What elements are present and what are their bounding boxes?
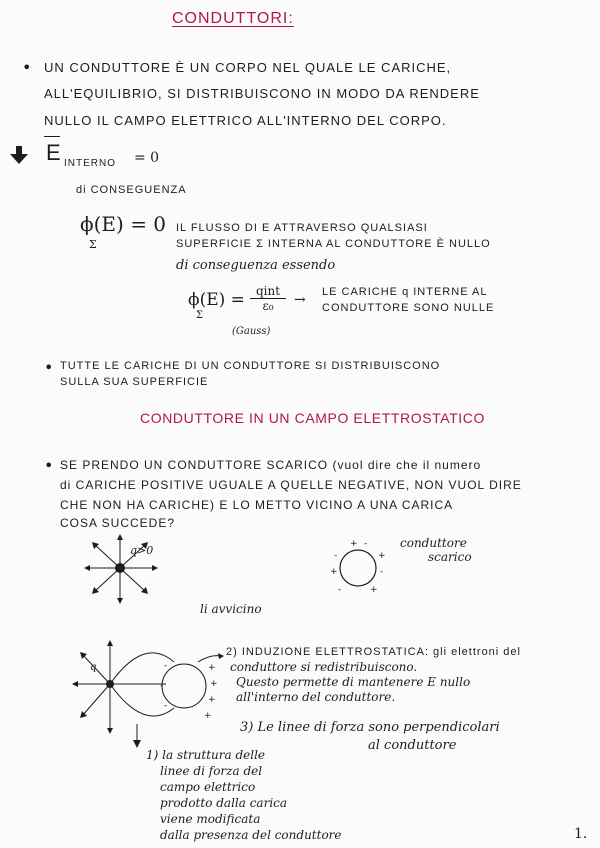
point1-line-1: 1) la struttura delle: [146, 748, 266, 762]
conductor-label-line-1: conduttore: [400, 536, 467, 550]
surface-line-1: TUTTE LE CARICHE DI UN CONDUTTORE SI DISTRIBUISCONO: [60, 360, 441, 372]
svg-text:-: -: [338, 585, 342, 595]
bullet-icon: •: [44, 358, 54, 377]
question-line-4: COSA SUCCEDE?: [60, 516, 176, 530]
gauss-result-line-1: LE CARICHE q INTERNE AL: [322, 286, 488, 298]
svg-text:-: -: [160, 681, 164, 691]
question-line-1: SE PRENDO UN CONDUTTORE SCARICO (vuol dire che il numero: [60, 458, 482, 472]
point1-line-4: prodotto dalla carica: [160, 796, 288, 810]
question-line-2: di CARICHE POSITIVE UGUALE A QUELLE NEGATIVE, NON VUOL DIRE: [60, 478, 522, 492]
gauss-fraction: [250, 284, 286, 313]
conductor-label-line-2: scarico: [428, 550, 472, 564]
gauss-numerator: qint: [250, 284, 286, 299]
svg-text:+: +: [204, 711, 212, 721]
point1-line-3: campo elettrico: [160, 780, 256, 794]
svg-text:-: -: [164, 701, 168, 711]
e-subscript: INTERNO: [64, 158, 116, 169]
consequence-text: di CONSEGUENZA: [76, 184, 187, 196]
point3-line-1: 3) Le linee di forza sono perpendicolari: [240, 720, 500, 735]
point1-line-6: dalla presenza del conduttore: [160, 828, 342, 842]
uncharged-conductor-diagram: [330, 540, 390, 596]
point2-line-2: conduttore si redistribuiscono.: [230, 660, 418, 674]
gauss-denominator: ε₀: [262, 299, 274, 313]
section-subtitle: CONDUTTORE IN UN CAMPO ELETTROSTATICO: [140, 410, 485, 426]
bullet-icon: •: [44, 456, 54, 475]
flux-text-line-2: SUPERFICIE Σ INTERNA AL CONDUTTORE È NULLO: [176, 238, 491, 250]
point2-line-1: 2) INDUZIONE ELETTROSTATICA: gli elettroni del: [226, 646, 521, 658]
e-equals: = 0: [134, 150, 160, 166]
point1-line-5: viene modificata: [160, 812, 261, 826]
point2-line-4: all'interno del conduttore.: [236, 690, 396, 704]
definition-line-1: UN CONDUTTORE È UN CORPO NEL QUALE LE CARICHE,: [44, 60, 452, 75]
flux-subscript: Σ: [89, 238, 97, 251]
gauss-subscript: Σ: [196, 310, 204, 321]
down-arrow-icon: [8, 144, 32, 168]
flux-formula: ϕ(E) = 0: [80, 212, 167, 236]
svg-text:+: +: [378, 551, 386, 561]
svg-text:+: +: [208, 695, 216, 705]
arrow-down-icon: [130, 724, 144, 750]
charge-label: q>0: [130, 544, 154, 557]
svg-text:+: +: [210, 679, 218, 689]
definition-line-2: ALL'EQUILIBRIO, SI DISTRIBUISCONO IN MODO DA RENDERE: [44, 86, 480, 101]
definition-line-3: NULLO IL CAMPO ELETTRICO ALL'INTERNO DEL CORPO.: [44, 113, 447, 128]
svg-text:+: +: [208, 663, 216, 673]
approach-text: li avvicino: [200, 602, 262, 616]
svg-text:-: -: [334, 551, 338, 561]
arrow-right-icon: [196, 648, 226, 668]
charge-q-label: q: [90, 662, 97, 673]
svg-text:+: +: [350, 539, 358, 549]
point2-line-3: Questo permette di mantenere E nullo: [236, 675, 471, 689]
page-number: 1.: [574, 826, 588, 842]
svg-text:+: +: [370, 585, 378, 595]
point1-line-2: linee di forza del: [160, 764, 263, 778]
svg-text:-: -: [364, 539, 368, 549]
inducing-charge: [106, 680, 114, 688]
svg-text:+: +: [330, 567, 338, 577]
point-charge: [115, 563, 125, 573]
flux-text-line-1: IL FLUSSO DI E ATTRAVERSO QUALSIASI: [176, 222, 428, 234]
bullet-icon: •: [22, 58, 32, 77]
gauss-label: (Gauss): [232, 326, 271, 337]
e-symbol: E: [46, 140, 61, 165]
vector-bar: [44, 136, 60, 137]
svg-text:-: -: [164, 661, 168, 671]
question-line-3: CHE NON HA CARICHE) E LO METTO VICINO A UNA CARICA: [60, 498, 454, 512]
page-title: CONDUTTORI:: [172, 10, 294, 27]
gauss-lhs: ϕ(E) =: [188, 290, 245, 310]
consequence-2-text: di conseguenza essendo: [176, 258, 336, 273]
surface-line-2: SULLA SUA SUPERFICIE: [60, 376, 209, 388]
point3-line-2: al conduttore: [368, 738, 457, 753]
point-charge-field-diagram: [80, 530, 170, 610]
gauss-result-line-2: CONDUTTORE SONO NULLE: [322, 302, 495, 314]
gauss-arrow-icon: →: [294, 292, 306, 308]
svg-text:-: -: [380, 567, 384, 577]
